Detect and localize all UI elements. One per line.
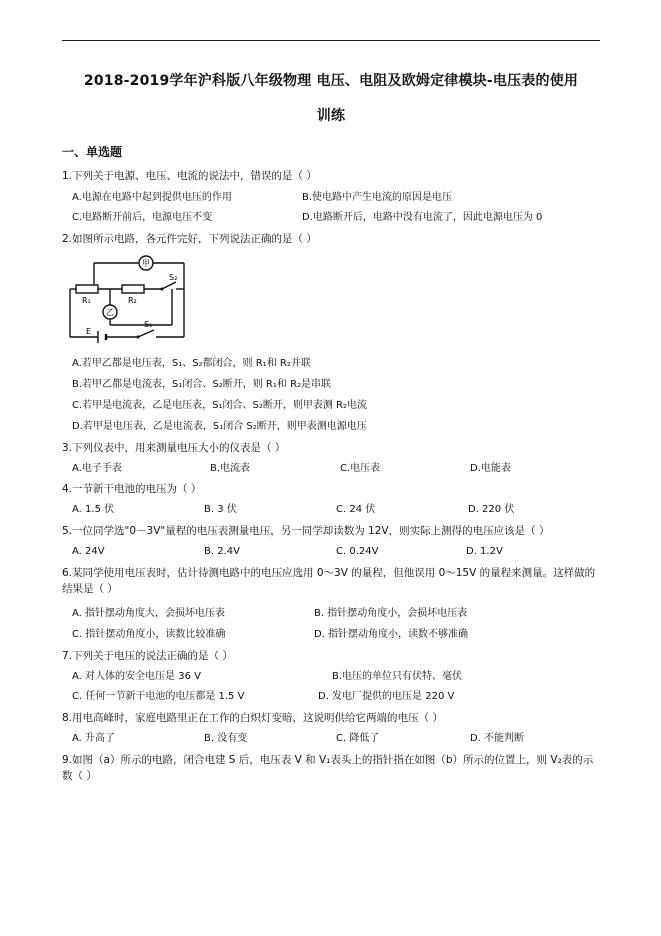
question-5-option-b: B. 2.4V xyxy=(204,546,240,557)
question-9-stem: 9.如图（a）所示的电路，闭合电建 S 后，电压表 V 和 V₁表头上的指针指在如图（b）所示的位置上，则 V₂表的示数（ ） xyxy=(62,754,594,782)
question-6-option-b: B. 指针摆动角度小，会损坏电压表 xyxy=(314,608,468,619)
circuit-label-s1: S₁ xyxy=(144,320,153,329)
circuit-diagram xyxy=(64,255,194,343)
question-1-option-d: D.电路断开后，电路中没有电流了，因此电源电压为 0 xyxy=(302,212,543,223)
question-3-option-a: A.电子手表 xyxy=(72,463,122,474)
question-2-option-d: D.若甲是电压表，乙是电流表，S₁闭合 S₂断开，则甲表测电源电压 xyxy=(72,421,367,432)
question-3-stem: 3.下列仪表中，用来测量电压大小的仪表是（ ） xyxy=(62,442,286,454)
resistor-r1-icon xyxy=(76,285,98,293)
question-4-option-d: D. 220 伏 xyxy=(468,504,515,515)
question-6-stem: 6.某同学使用电压表时，估计待测电路中的电压应选用 0～3V 的量程，但他误用 0～15V 的量程来测量。这样做的结果是（ ） xyxy=(62,567,596,595)
question-7-option-d: D. 发电厂提供的电压是 220 V xyxy=(318,691,455,702)
question-3-option-c: C.电压表 xyxy=(340,463,381,474)
question-6-option-c: C. 指针摆动角度小，读数比较准确 xyxy=(72,629,226,640)
question-3-option-b: B.电流表 xyxy=(210,463,251,474)
question-7-option-b: B.电压的单位只有伏特、毫伏 xyxy=(332,671,463,682)
circuit-label-r2: R₂ xyxy=(128,296,137,305)
question-1-option-c: C.电路断开前后，电源电压不变 xyxy=(72,212,213,223)
question-7-stem: 7.下列关于电压的说法正确的是（ ） xyxy=(62,650,233,662)
header-rule xyxy=(62,40,600,41)
question-8-option-b: B. 没有变 xyxy=(204,733,248,744)
document-title-line-2: 训练 xyxy=(316,108,346,124)
question-8-option-a: A. 升高了 xyxy=(72,733,116,744)
switch-s1-icon xyxy=(138,330,154,337)
question-2-option-a: A.若甲乙都是电压表，S₁、S₂都闭合，则 R₁和 R₂并联 xyxy=(72,358,311,369)
question-2-stem: 2.如图所示电路，各元件完好，下列说法正确的是（ ） xyxy=(62,233,317,245)
question-4-option-a: A. 1.5 伏 xyxy=(72,504,115,515)
question-5-option-c: C. 0.24V xyxy=(336,546,379,557)
circuit-label-yi: 乙 xyxy=(106,308,114,317)
question-5-option-d: D. 1.2V xyxy=(466,546,503,557)
question-4-option-b: B. 3 伏 xyxy=(204,504,237,515)
question-5-option-a: A. 24V xyxy=(72,546,105,557)
question-1-option-a: A.电源在电路中起到提供电压的作用 xyxy=(72,192,232,203)
question-8-stem: 8.用电高峰时，家庭电路里正在工作的白炽灯变暗，这说明供给它两端的电压（ ） xyxy=(62,712,443,724)
question-6-option-a: A. 指针摆动角度大，会损坏电压表 xyxy=(72,608,226,619)
question-1-stem: 1.下列关于电源、电压、电流的说法中，错误的是（ ） xyxy=(62,170,317,182)
switch-s2-icon xyxy=(162,282,176,289)
question-4-stem: 4.一节新干电池的电压为（ ） xyxy=(62,483,202,495)
section-heading: 一、单选题 xyxy=(62,145,123,159)
question-3-option-d: D.电能表 xyxy=(470,463,511,474)
question-8-option-d: D. 不能判断 xyxy=(470,733,525,744)
circuit-label-e: E xyxy=(86,327,92,336)
question-2-option-c: C.若甲是电流表，乙是电压表，S₁闭合、S₂断开，则甲表测 R₂电流 xyxy=(72,400,368,411)
question-4-option-c: C. 24 伏 xyxy=(336,504,376,515)
circuit-label-s2: S₂ xyxy=(169,273,178,282)
circuit-label-jia: 甲 xyxy=(142,259,150,268)
question-2-option-b: B.若甲乙都是电流表，S₁闭合、S₂断开，则 R₁和 R₂是串联 xyxy=(72,379,332,390)
question-7-option-a: A. 对人体的安全电压是 36 V xyxy=(72,671,201,682)
question-5-stem: 5.一位同学选"0－3V"量程的电压表测量电压，另一同学却读数为 12V，则实际上测得的电压应该是（ ） xyxy=(62,525,550,537)
question-8-option-c: C. 降低了 xyxy=(336,733,380,744)
circuit-label-r1: R₁ xyxy=(82,296,91,305)
question-6-option-d: D. 指针摆动角度小，读数不够准确 xyxy=(314,629,469,640)
document-title-line-1: 2018-2019学年沪科版八年级物理 电压、电阻及欧姆定律模块-电压表的使用 xyxy=(83,73,579,89)
question-1-option-b: B.使电路中产生电流的原因是电压 xyxy=(302,192,453,203)
resistor-r2-icon xyxy=(122,285,144,293)
question-7-option-c: C. 任何一节新干电池的电压都是 1.5 V xyxy=(72,691,245,702)
